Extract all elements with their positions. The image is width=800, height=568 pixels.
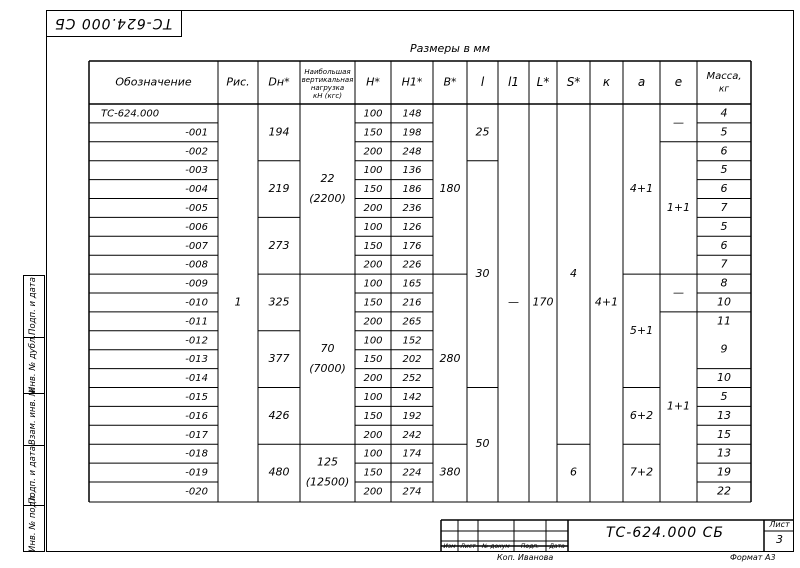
header-fig: Рис. [226,75,250,89]
cell-h1: 136 [402,165,422,177]
header-b: В* [443,75,457,89]
cell-h1: 248 [402,146,422,158]
cell-h1: 192 [402,410,422,422]
cell-mass: 15 [717,427,731,441]
cell-h: 150 [363,410,383,422]
cell-designation: -006 [185,221,208,233]
header-load-line3: нагрузка [310,84,345,92]
cell-mass: 4 [720,106,728,120]
title-block-col-sign: Подп. [520,543,540,550]
cell-h1: 265 [402,316,422,328]
cell-a: 6+2 [629,408,654,422]
cell-h: 150 [363,184,383,196]
cell-designation: ТС-624.000 [101,108,160,120]
cell-load-kgs: (12500) [305,475,350,489]
header-designation: Обозначение [115,75,192,89]
cell-dn: 480 [268,465,290,479]
cell-h1: 165 [402,278,422,290]
cell-h: 100 [363,108,383,120]
cell-load-kn: 125 [317,455,338,469]
title-block-sheet-number: 3 [776,533,783,546]
cell-mass: 13 [717,446,731,460]
cell-mass: 10 [717,371,731,385]
title-block-col-izm: Изм [443,543,456,550]
title-block-col-doc: № докум [482,543,510,550]
cell-s: 6 [570,465,577,479]
cell-h1: 224 [402,467,422,479]
cell-h1: 202 [402,354,422,366]
cell-h1: 126 [402,221,422,233]
header-load-line4: кН (кгс) [313,92,342,100]
cell-h: 100 [363,448,383,460]
cell-designation: -013 [185,354,208,366]
cell-a: 5+1 [629,323,654,337]
cell-h1: 148 [402,108,422,120]
cell-mass: 13 [717,408,731,422]
cell-designation: -015 [185,391,208,403]
cell-mass: 6 [720,238,728,252]
cell-designation: -004 [185,184,208,196]
cell-designation: -019 [185,467,208,479]
cell-e: — [673,115,684,129]
cell-load-kgs: (2200) [309,192,346,206]
title-block-sheet-label: Лист [769,520,790,529]
cell-h1: 226 [402,259,422,271]
cell-mass: 6 [720,182,728,196]
cell-b: 280 [439,352,461,366]
cell-dn: 219 [268,182,290,196]
cell-h: 150 [363,467,383,479]
cell-h: 100 [363,278,383,290]
title-block-code: ТС-624.000 СБ [605,525,725,541]
cell-designation: -007 [185,240,208,252]
cell-h: 100 [363,335,383,347]
cell-h1: 152 [402,335,422,347]
cell-designation: -017 [185,429,208,441]
header-L: L* [536,75,550,89]
cell-b: 180 [439,182,461,196]
corner-stamp-code: ТС-624.000 СБ [54,15,173,31]
cell-designation: -009 [185,278,208,290]
cell-h1: 236 [402,202,422,214]
cell-designation: -016 [185,410,208,422]
cell-mass: 6 [720,144,728,158]
cell-mass: 5 [720,219,728,233]
header-h1: Н1* [401,75,423,89]
cell-mass: 5 [720,389,728,403]
cell-h: 100 [363,221,383,233]
cell-l: 25 [475,125,490,139]
cell-mass: 22 [717,484,731,498]
side-label: Подп. и дата [28,446,38,504]
cell-mass: 11 [717,314,731,328]
cell-fig: 1 [234,295,242,309]
cell-designation: -020 [185,486,208,498]
cell-h1: 216 [402,297,422,309]
side-label: Инв. № подл. [28,493,38,552]
header-mass-line2: кг [718,84,730,95]
cell-e: — [673,286,684,299]
cell-h: 150 [363,240,383,252]
cell-designation: -010 [185,297,208,309]
cell-designation: -001 [185,127,208,139]
title-block-col-list: Лист [460,543,476,550]
cell-h: 100 [363,165,383,177]
dimensions-caption: Размеры в мм [409,42,491,55]
copied-by: Коп. Иванова [497,553,554,562]
cell-h: 200 [363,259,383,271]
header-load-line1: Наибольшая [304,68,351,76]
header-dn: Dн* [268,75,290,89]
side-label: Подп. и дата [28,277,38,335]
header-mass-line1: Масса, [706,71,742,82]
cell-h1: 274 [402,486,422,498]
cell-h: 200 [363,316,383,328]
cell-designation: -014 [185,373,208,385]
cell-dn: 325 [268,295,290,309]
header-load-line2: вертикальная [301,76,354,84]
cell-a: 7+2 [629,465,654,479]
cell-designation: -008 [185,259,208,271]
cell-mass-merged: 9 [720,342,728,356]
title-block-col-date: Дата [549,543,565,550]
header-l: l [480,75,485,89]
cell-mass: 8 [720,276,728,290]
cell-load-kn: 70 [320,342,335,356]
side-label: Инв. № дубл. [28,334,38,393]
cell-dn: 273 [268,238,290,252]
cell-h: 200 [363,429,383,441]
cell-mass: 5 [720,125,728,139]
cell-l: 30 [475,267,490,281]
cell-l: 50 [475,437,490,451]
cell-s: 4 [570,267,577,281]
cell-dn: 377 [268,352,290,366]
header-l1: l1 [508,75,519,89]
cell-load-kgs: (7000) [309,362,346,376]
cell-L: 170 [532,295,554,309]
cell-h1: 142 [402,391,422,403]
cell-k: 4+1 [594,295,619,309]
cell-designation: -002 [185,146,208,158]
header-k: к [602,75,611,89]
cell-h1: 186 [402,184,422,196]
cell-h: 200 [363,146,383,158]
cell-e: 1+1 [666,200,691,214]
cell-h1: 252 [402,373,422,385]
cell-dn: 194 [268,125,290,139]
cell-h: 150 [363,297,383,309]
cell-mass: 7 [720,200,728,214]
side-label: Взам. инв. № [28,387,38,445]
header-a: а [637,75,646,89]
header-e: е [674,75,683,89]
cell-dn: 426 [268,408,290,422]
cell-h: 200 [363,486,383,498]
cell-designation: -005 [185,202,208,214]
cell-h: 200 [363,373,383,385]
cell-h1: 242 [402,429,422,441]
cell-h: 100 [363,391,383,403]
cell-h1: 174 [402,448,422,460]
cell-designation: -011 [185,316,208,328]
sheet-format: Формат А3 [730,553,776,562]
cell-l1: — [508,295,519,309]
cell-b: 380 [439,465,461,479]
cell-h1: 176 [402,240,422,252]
cell-load-kn: 22 [320,172,335,186]
cell-designation: -012 [185,335,208,347]
cell-mass: 5 [720,163,728,177]
header-s: S* [566,75,581,89]
cell-h: 150 [363,127,383,139]
cell-h1: 198 [402,127,422,139]
cell-a: 4+1 [629,182,654,196]
cell-h: 150 [363,354,383,366]
cell-e: 1+1 [666,399,691,413]
cell-designation: -018 [185,448,208,460]
cell-h: 200 [363,202,383,214]
header-h: Н* [366,75,380,89]
cell-mass: 19 [717,465,731,479]
cell-designation: -003 [185,165,208,177]
cell-mass: 7 [720,257,728,271]
cell-mass: 10 [717,295,731,309]
